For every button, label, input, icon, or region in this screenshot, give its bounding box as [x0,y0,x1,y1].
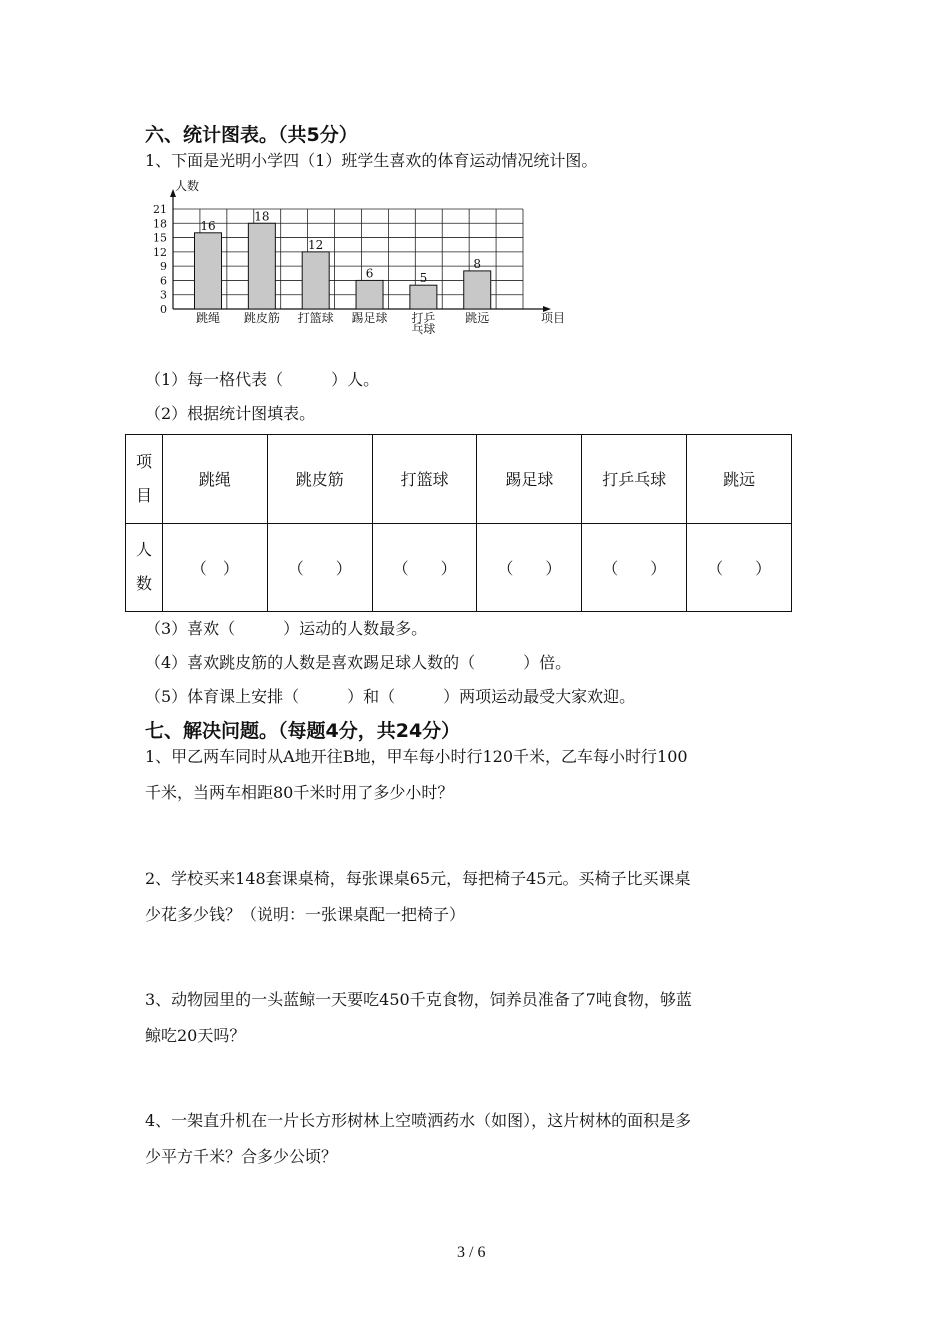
row-header-items-char1: 项 [135,451,152,471]
problem-2-line-2: 少花多少钱？（说明：一张课桌配一把椅子） [145,905,466,924]
y-tick-label-6: 18 [153,217,167,231]
bar-2 [302,252,329,309]
bar-0 [195,233,222,309]
bar-4 [410,285,437,309]
problem-3-line-1: 3、动物园里的一头蓝鲸一天要吃450千克食物，饲养员准备了7吨食物，够蓝 [145,990,692,1009]
answer-blank-skip-rope[interactable]: （ ） [163,523,268,612]
x-axis-title: 项目 [540,311,565,325]
y-tick-label-1: 3 [160,288,167,302]
x-tick-label-0: 跳绳 [195,311,221,325]
col-header-long-jump: 跳远 [687,435,792,524]
x-tick-label-3: 踢足球 [351,311,388,325]
x-tick-label-5: 跳远 [465,311,490,325]
bar-value-label-0: 16 [200,218,216,233]
y-tick-label-5: 15 [153,231,167,245]
y-tick-label-2: 6 [160,274,167,288]
row-header-items [126,435,163,524]
bar-value-label-1: 18 [254,209,270,224]
sub-question-1: （1）每一格代表（ ）人。 [145,370,380,389]
y-axis-title: 人数 [175,179,200,193]
section-6-heading: 六、统计图表。（共5分） [145,124,358,146]
col-header-football: 踢足球 [477,435,582,524]
y-tick-label-4: 12 [153,245,167,259]
table-row-items [126,435,792,524]
sub-question-3: （3）喜欢（ ）运动的人数最多。 [145,619,428,638]
y-tick-label-0: 0 [160,303,167,316]
bar-value-label-2: 12 [308,237,324,252]
y-tick-label-3: 9 [160,260,167,274]
problem-4-line-2: 少平方千米？合多少公顷？ [145,1147,338,1166]
x-tick-label-2: 打篮球 [297,311,334,325]
col-header-skip-rope: 跳绳 [163,435,268,524]
answer-blank-table-tennis[interactable]: （ ） [582,523,687,612]
bar-value-label-4: 5 [419,271,428,286]
bar-value-label-5: 8 [473,256,482,271]
page-number: 3 / 6 [457,1244,486,1261]
y-tick-label-7: 21 [153,203,167,216]
col-header-basketball: 打篮球 [372,435,477,524]
table-row-counts [126,523,792,612]
row-header-counts-char2: 数 [135,574,152,594]
bar-value-label-3: 6 [365,266,374,281]
problem-1-line-2: 千米，当两车相距80千米时用了多少小时？ [145,783,454,802]
fill-in-table [125,434,792,612]
problem-3-line-2: 鲸吃20天吗？ [145,1026,246,1045]
bar-5 [464,271,491,309]
x-tick-label-4-0: 打乒 [411,311,436,325]
row-header-items-char2: 目 [135,485,152,505]
sub-question-2: （2）根据统计图填表。 [145,404,316,423]
problem-4-line-1: 4、一架直升机在一片长方形树林上空喷洒药水（如图），这片树林的面积是多 [145,1111,692,1130]
answer-blank-basketball[interactable]: （ ） [372,523,477,612]
bar-1 [248,223,275,309]
answer-blank-long-jump[interactable]: （ ） [687,523,792,612]
sub-question-5: （5）体育课上安排（ ）和（ ）两项运动最受大家欢迎。 [145,687,636,706]
col-header-table-tennis: 打乒乓球 [582,435,687,524]
row-header-counts [126,523,163,612]
problem-1-line-1: 1、甲乙两车同时从A地开往B地，甲车每小时行120千米，乙车每小时行100 [145,747,688,766]
col-header-elastic-rope: 跳皮筋 [267,435,372,524]
x-tick-label-4-1: 乓球 [411,322,436,336]
answer-blank-football[interactable]: （ ） [477,523,582,612]
section-7-heading: 七、解决问题。（每题4分，共24分） [145,720,461,742]
sub-question-4: （4）喜欢跳皮筋的人数是喜欢踢足球人数的（ ）倍。 [145,653,572,672]
answer-blank-elastic-rope[interactable]: （ ） [267,523,372,612]
x-tick-label-1: 跳皮筋 [243,311,280,325]
row-header-counts-char1: 人 [135,540,152,560]
question-1-intro: 1、下面是光明小学四（1）班学生喜欢的体育运动情况统计图。 [145,151,598,170]
problem-2-line-1: 2、学校买来148套课桌椅，每张课桌65元，每把椅子45元。买椅子比买课桌 [145,869,691,888]
bar-3 [356,280,383,309]
bar-chart [145,178,565,343]
